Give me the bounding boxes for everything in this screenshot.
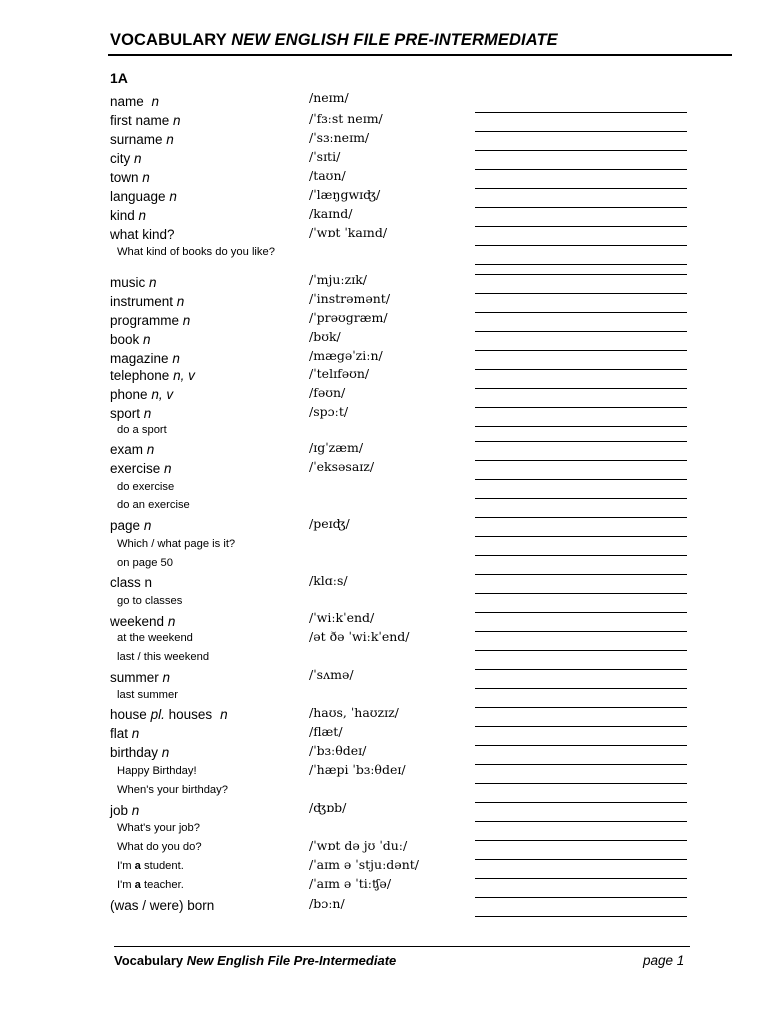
- phonetic-transcription: /ˈlæŋgwɪʤ/: [309, 187, 381, 202]
- term-text: When's your birthday?: [117, 784, 228, 796]
- phonetic-transcription: /taʊn/: [309, 168, 346, 183]
- answer-line: [475, 745, 687, 746]
- answer-line: [475, 612, 687, 613]
- answer-line: [475, 331, 687, 332]
- term-text: surname: [110, 132, 163, 147]
- answer-line: [475, 821, 687, 822]
- phonetic-transcription: /mægəˈziːn/: [309, 348, 383, 363]
- answer-line: [475, 350, 687, 351]
- phonetic-transcription: /ˈsɜːneɪm/: [309, 130, 370, 145]
- term-text: house: [110, 707, 147, 722]
- answer-line: [475, 555, 687, 556]
- answer-line: [475, 631, 687, 632]
- answer-line: [475, 312, 687, 313]
- term-text: language: [110, 189, 166, 204]
- term-text: job: [110, 803, 129, 818]
- phonetic-transcription: /bʊk/: [309, 329, 341, 344]
- part-of-speech: n: [143, 332, 151, 347]
- plural-form: houses: [168, 707, 213, 722]
- phonetic-transcription: /bɔːn/: [309, 896, 345, 911]
- answer-line: [475, 388, 687, 389]
- phonetic-transcription: /ˈaɪm ə ˈstjuːdənt/: [309, 857, 419, 872]
- footer-italic: New English File Pre-Intermediate: [186, 953, 397, 968]
- term-text: I'm a teacher.: [117, 879, 184, 891]
- part-of-speech: n: [138, 208, 147, 223]
- answer-line: [475, 669, 687, 670]
- term-text: I'm a student.: [117, 860, 184, 872]
- answer-line: [475, 188, 687, 189]
- term-text: phone: [110, 387, 148, 402]
- term-text: go to classes: [117, 595, 183, 607]
- part-of-speech: n: [151, 94, 160, 109]
- part-of-speech: n, v: [151, 387, 174, 402]
- term-text: book: [110, 332, 140, 347]
- answer-line: [475, 707, 687, 708]
- part-of-speech: n: [166, 132, 174, 147]
- answer-line: [475, 131, 687, 132]
- phonetic-transcription: /ˈwiːkˈend/: [309, 610, 375, 625]
- term-text: weekend: [110, 614, 165, 629]
- term-text: exam: [110, 442, 144, 457]
- term-text: name: [110, 94, 144, 109]
- title-bold: VOCABULARY: [110, 31, 227, 49]
- footer-bold: Vocabulary: [114, 953, 184, 968]
- part-of-speech: n: [182, 313, 191, 328]
- part-of-speech: n: [143, 518, 152, 533]
- answer-line: [475, 650, 687, 651]
- term-text: Happy Birthday!: [117, 765, 197, 777]
- term-text: at the weekend: [117, 632, 193, 644]
- phonetic-transcription: /ˈbɜːθdeɪ/: [309, 743, 367, 758]
- term-text: What kind of books do you like?: [117, 246, 275, 258]
- answer-line: [475, 802, 687, 803]
- term-text: summer: [110, 670, 159, 685]
- part-of-speech: n: [172, 351, 180, 366]
- answer-line: [475, 859, 687, 860]
- part-of-speech: n: [143, 406, 152, 421]
- phonetic-transcription: /ət ðə ˈwiːkˈend/: [309, 629, 410, 644]
- answer-line: [475, 150, 687, 151]
- answer-line: [475, 688, 687, 689]
- part-of-speech: n: [131, 726, 140, 741]
- term-text: kind: [110, 208, 135, 223]
- answer-line: [475, 726, 687, 727]
- answer-line: [475, 264, 687, 265]
- term-text: class n: [110, 575, 153, 590]
- part-of-speech: n: [173, 113, 181, 128]
- phonetic-transcription: /spɔːt/: [309, 404, 349, 419]
- phonetic-transcription: /ˈwɒt də jʊ ˈduː/: [309, 838, 408, 853]
- phonetic-transcription: /ˈtelɪfəʊn/: [309, 366, 370, 381]
- answer-line: [475, 764, 687, 765]
- part-of-speech: n: [134, 151, 142, 166]
- phonetic-transcription: /ˈinstrəmənt/: [309, 291, 391, 306]
- phonetic-transcription: /kaɪnd/: [309, 206, 353, 221]
- term-text: flat: [110, 726, 129, 741]
- phonetic-transcription: /ˈhæpi ˈbɜːθdeɪ/: [309, 762, 406, 777]
- answer-line: [475, 441, 687, 442]
- phonetic-transcription: /flæt/: [309, 724, 343, 739]
- term-text: Which / what page is it?: [117, 538, 236, 550]
- part-of-speech: n: [164, 461, 172, 476]
- answer-line: [475, 112, 687, 113]
- term-text: instrument: [110, 294, 174, 309]
- term-text: do a sport: [117, 424, 167, 436]
- phonetic-transcription: /klɑːs/: [309, 573, 348, 588]
- term-text: do an exercise: [117, 499, 190, 511]
- footer-divider: [114, 946, 690, 947]
- term-text: first name: [110, 113, 170, 128]
- answer-line: [475, 593, 687, 594]
- phonetic-transcription: /ˈwɒt ˈkaɪnd/: [309, 225, 388, 240]
- answer-line: [475, 536, 687, 537]
- term-text: exercise: [110, 461, 161, 476]
- section-label: 1A: [110, 70, 128, 86]
- phonetic-transcription: /ˈprəʊgræm/: [309, 310, 388, 325]
- answer-line: [475, 840, 687, 841]
- answer-line: [475, 574, 687, 575]
- answer-line: [475, 207, 687, 208]
- phonetic-transcription: /haʊs, ˈhaʊzɪz/: [309, 705, 399, 720]
- term-text: sport: [110, 406, 141, 421]
- answer-line: [475, 897, 687, 898]
- term-text: telephone: [110, 368, 170, 383]
- answer-line: [475, 460, 687, 461]
- term-text: magazine: [110, 351, 169, 366]
- answer-line: [475, 426, 687, 427]
- part-of-speech: n: [131, 803, 140, 818]
- answer-line: [475, 517, 687, 518]
- term-text: city: [110, 151, 131, 166]
- answer-line: [475, 245, 687, 246]
- page-number: page 1: [643, 953, 685, 968]
- answer-line: [475, 169, 687, 170]
- phonetic-transcription: /ʤɒb/: [309, 800, 347, 815]
- answer-line: [475, 916, 687, 917]
- term-text: last / this weekend: [117, 651, 210, 663]
- term-text: (was / were) born: [110, 898, 215, 913]
- phonetic-transcription: /ˈsɪti/: [309, 149, 341, 164]
- answer-line: [475, 274, 687, 275]
- answer-line: [475, 498, 687, 499]
- part-of-speech: n: [220, 707, 228, 722]
- part-of-speech: n: [161, 745, 170, 760]
- phonetic-transcription: /neɪm/: [309, 90, 349, 105]
- answer-line: [475, 878, 687, 879]
- term-text: page: [110, 518, 141, 533]
- term-text: What's your job?: [117, 822, 200, 834]
- part-of-speech: n: [169, 189, 177, 204]
- part-of-speech: n: [142, 170, 150, 185]
- phonetic-transcription: /peɪʤ/: [309, 516, 350, 531]
- part-of-speech: pl.: [150, 707, 165, 722]
- phonetic-transcription: /ˈfɜːst neɪm/: [309, 111, 383, 126]
- answer-line: [475, 479, 687, 480]
- term-text: what kind?: [110, 227, 175, 242]
- phonetic-transcription: /fəʊn/: [309, 385, 346, 400]
- answer-line: [475, 783, 687, 784]
- phonetic-transcription: /ˈmjuːzɪk/: [309, 272, 368, 287]
- phonetic-transcription: /ˈsʌmə/: [309, 667, 354, 682]
- answer-line: [475, 226, 687, 227]
- phonetic-transcription: /ɪgˈzæm/: [309, 440, 364, 455]
- part-of-speech: n: [162, 670, 171, 685]
- term-text: music: [110, 275, 146, 290]
- phonetic-transcription: /ˈeksəsaɪz/: [309, 459, 375, 474]
- part-of-speech: n: [167, 614, 176, 629]
- part-of-speech: n, v: [173, 368, 195, 383]
- term-text: last summer: [117, 689, 178, 701]
- term-text: programme: [110, 313, 180, 328]
- part-of-speech: n: [149, 275, 157, 290]
- term-text: do exercise: [117, 481, 175, 493]
- phonetic-transcription: /ˈaɪm ə ˈtiːʧə/: [309, 876, 392, 891]
- term-text: What do you do?: [117, 841, 202, 853]
- term-text: on page 50: [117, 557, 173, 569]
- title-italic: NEW ENGLISH FILE PRE-INTERMEDIATE: [231, 31, 558, 49]
- footer-title: [114, 953, 396, 968]
- answer-line: [475, 293, 687, 294]
- term-text: birthday: [110, 745, 159, 760]
- answer-line: [475, 369, 687, 370]
- part-of-speech: n: [146, 442, 155, 457]
- term-text: town: [110, 170, 139, 185]
- answer-line: [475, 407, 687, 408]
- part-of-speech: n: [176, 294, 185, 309]
